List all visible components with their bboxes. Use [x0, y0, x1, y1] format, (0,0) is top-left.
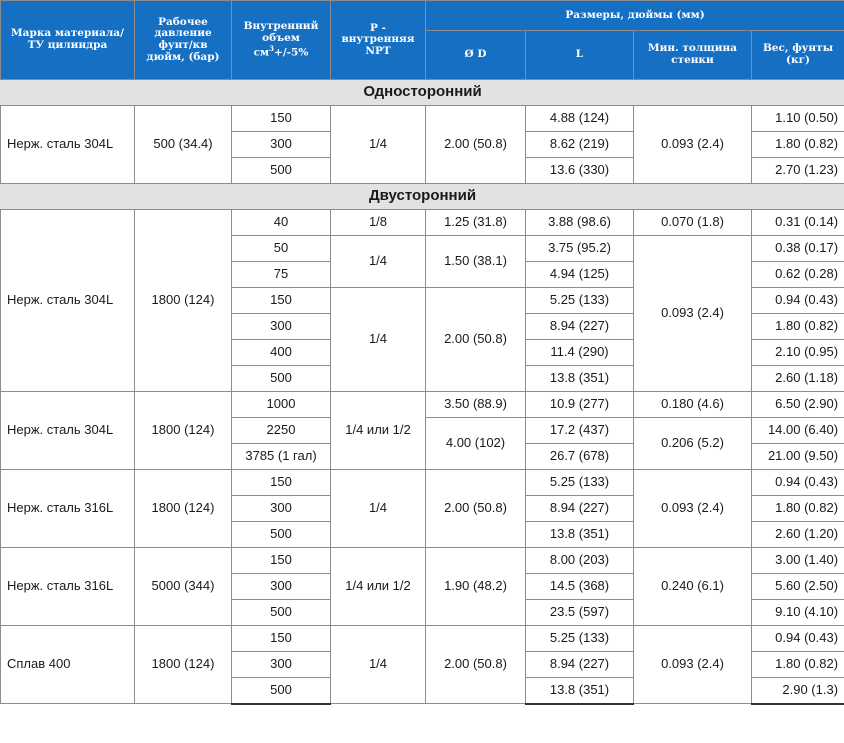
weight-cell: 2.60 (1.18) [752, 366, 844, 392]
length-cell: 11.4 (290) [526, 340, 634, 366]
volume-cell: 500 [232, 366, 331, 392]
volume-cell: 300 [232, 574, 331, 600]
weight-cell: 2.70 (1.23) [752, 158, 844, 184]
length-cell: 5.25 (133) [526, 470, 634, 496]
thread-cell: 1/4 [331, 236, 426, 288]
weight-cell: 6.50 (2.90) [752, 392, 844, 418]
wall-cell: 0.093 (2.4) [634, 626, 752, 704]
weight-cell: 2.60 (1.20) [752, 522, 844, 548]
diameter-cell: 3.50 (88.9) [426, 392, 526, 418]
material-cell: Сплав 400 [1, 626, 135, 704]
weight-cell: 1.10 (0.50) [752, 106, 844, 132]
thread-cell: 1/8 [331, 210, 426, 236]
volume-cell: 3785 (1 гал) [232, 444, 331, 470]
volume-cell: 300 [232, 496, 331, 522]
length-cell: 14.5 (368) [526, 574, 634, 600]
length-cell: 8.94 (227) [526, 496, 634, 522]
weight-cell: 0.94 (0.43) [752, 288, 844, 314]
diameter-cell: 2.00 (50.8) [426, 470, 526, 548]
volume-cell: 500 [232, 522, 331, 548]
thread-cell: 1/4 [331, 288, 426, 392]
pressure-cell: 1800 (124) [135, 470, 232, 548]
header-material: Марка материала/ ТУ цилиндра [1, 1, 135, 80]
header-weight: Вес, фунты (кг) [752, 31, 844, 80]
length-cell: 13.6 (330) [526, 158, 634, 184]
wall-cell: 0.180 (4.6) [634, 392, 752, 418]
weight-cell: 1.80 (0.82) [752, 496, 844, 522]
thread-cell: 1/4 или 1/2 [331, 392, 426, 470]
volume-cell: 50 [232, 236, 331, 262]
table-row [1, 210, 844, 236]
volume-cell: 500 [232, 158, 331, 184]
header-length: L [526, 31, 634, 80]
wall-cell: 0.093 (2.4) [634, 106, 752, 184]
pressure-cell: 500 (34.4) [135, 106, 232, 184]
table-row [1, 106, 844, 132]
volume-cell: 300 [232, 652, 331, 678]
weight-cell: 0.94 (0.43) [752, 626, 844, 652]
length-cell: 5.25 (133) [526, 626, 634, 652]
thread-cell: 1/4 [331, 626, 426, 704]
header-thread: P - внутренняя NPT [331, 1, 426, 80]
volume-cell: 300 [232, 314, 331, 340]
table-row [1, 392, 844, 418]
material-cell: Нерж. сталь 316L [1, 470, 135, 548]
weight-cell: 0.62 (0.28) [752, 262, 844, 288]
weight-cell: 3.00 (1.40) [752, 548, 844, 574]
section-double: Двусторонний [1, 184, 844, 210]
length-cell: 13.8 (351) [526, 522, 634, 548]
weight-cell: 0.94 (0.43) [752, 470, 844, 496]
length-cell: 23.5 (597) [526, 600, 634, 626]
table-row [1, 548, 844, 574]
thread-cell: 1/4 [331, 106, 426, 184]
wall-cell: 0.070 (1.8) [634, 210, 752, 236]
table-row [1, 626, 844, 652]
weight-cell: 2.90 (1.3) [752, 678, 844, 704]
volume-cell: 1000 [232, 392, 331, 418]
header-volume-main: Внутренний объем см [243, 20, 319, 59]
diameter-cell: 1.25 (31.8) [426, 210, 526, 236]
pressure-cell: 5000 (344) [135, 548, 232, 626]
diameter-cell: 2.00 (50.8) [426, 626, 526, 704]
weight-cell: 21.00 (9.50) [752, 444, 844, 470]
wall-cell: 0.206 (5.2) [634, 418, 752, 470]
header-volume-sup: 3 [269, 43, 275, 53]
wall-cell: 0.093 (2.4) [634, 236, 752, 392]
header-diameter: Ø D [426, 31, 526, 80]
header-volume [232, 1, 331, 80]
diameter-cell: 2.00 (50.8) [426, 288, 526, 392]
volume-cell: 500 [232, 600, 331, 626]
length-cell: 17.2 (437) [526, 418, 634, 444]
weight-cell: 1.80 (0.82) [752, 314, 844, 340]
volume-cell: 300 [232, 132, 331, 158]
volume-cell: 40 [232, 210, 331, 236]
length-cell: 26.7 (678) [526, 444, 634, 470]
length-cell: 4.94 (125) [526, 262, 634, 288]
volume-cell: 2250 [232, 418, 331, 444]
volume-cell: 500 [232, 678, 331, 704]
thread-cell: 1/4 или 1/2 [331, 548, 426, 626]
diameter-cell: 4.00 (102) [426, 418, 526, 470]
weight-cell: 0.31 (0.14) [752, 210, 844, 236]
table-row [1, 470, 844, 496]
volume-cell: 150 [232, 106, 331, 132]
length-cell: 8.94 (227) [526, 652, 634, 678]
volume-cell: 150 [232, 288, 331, 314]
header-volume-tail: +/-5% [274, 46, 309, 59]
length-cell: 8.62 (219) [526, 132, 634, 158]
length-cell: 3.88 (98.6) [526, 210, 634, 236]
material-cell: Нерж. сталь 316L [1, 548, 135, 626]
diameter-cell: 2.00 (50.8) [426, 106, 526, 184]
weight-cell: 1.80 (0.82) [752, 652, 844, 678]
header-dims: Размеры, дюймы (мм) [426, 1, 844, 31]
pressure-cell: 1800 (124) [135, 210, 232, 392]
header-pressure: Рабочее давление фунт/кв дюйм, (бар) [135, 1, 232, 80]
length-cell: 8.00 (203) [526, 548, 634, 574]
weight-cell: 5.60 (2.50) [752, 574, 844, 600]
wall-cell: 0.240 (6.1) [634, 548, 752, 626]
pressure-cell: 1800 (124) [135, 392, 232, 470]
length-cell: 4.88 (124) [526, 106, 634, 132]
length-cell: 13.8 (351) [526, 678, 634, 704]
weight-cell: 0.38 (0.17) [752, 236, 844, 262]
weight-cell: 14.00 (6.40) [752, 418, 844, 444]
weight-cell: 2.10 (0.95) [752, 340, 844, 366]
material-cell: Нерж. сталь 304L [1, 106, 135, 184]
length-cell: 8.94 (227) [526, 314, 634, 340]
length-cell: 10.9 (277) [526, 392, 634, 418]
weight-cell: 9.10 (4.10) [752, 600, 844, 626]
length-cell: 5.25 (133) [526, 288, 634, 314]
pressure-cell: 1800 (124) [135, 626, 232, 704]
volume-cell: 150 [232, 626, 331, 652]
weight-cell: 1.80 (0.82) [752, 132, 844, 158]
volume-cell: 150 [232, 548, 331, 574]
header-wall: Мин. толщина стенки [634, 31, 752, 80]
volume-cell: 150 [232, 470, 331, 496]
material-cell: Нерж. сталь 304L [1, 392, 135, 470]
section-single: Односторонний [1, 80, 844, 106]
volume-cell: 75 [232, 262, 331, 288]
diameter-cell: 1.90 (48.2) [426, 548, 526, 626]
volume-cell: 400 [232, 340, 331, 366]
length-cell: 13.8 (351) [526, 366, 634, 392]
material-cell: Нерж. сталь 304L [1, 210, 135, 392]
length-cell: 3.75 (95.2) [526, 236, 634, 262]
wall-cell: 0.093 (2.4) [634, 470, 752, 548]
diameter-cell: 1.50 (38.1) [426, 236, 526, 288]
thread-cell: 1/4 [331, 470, 426, 548]
